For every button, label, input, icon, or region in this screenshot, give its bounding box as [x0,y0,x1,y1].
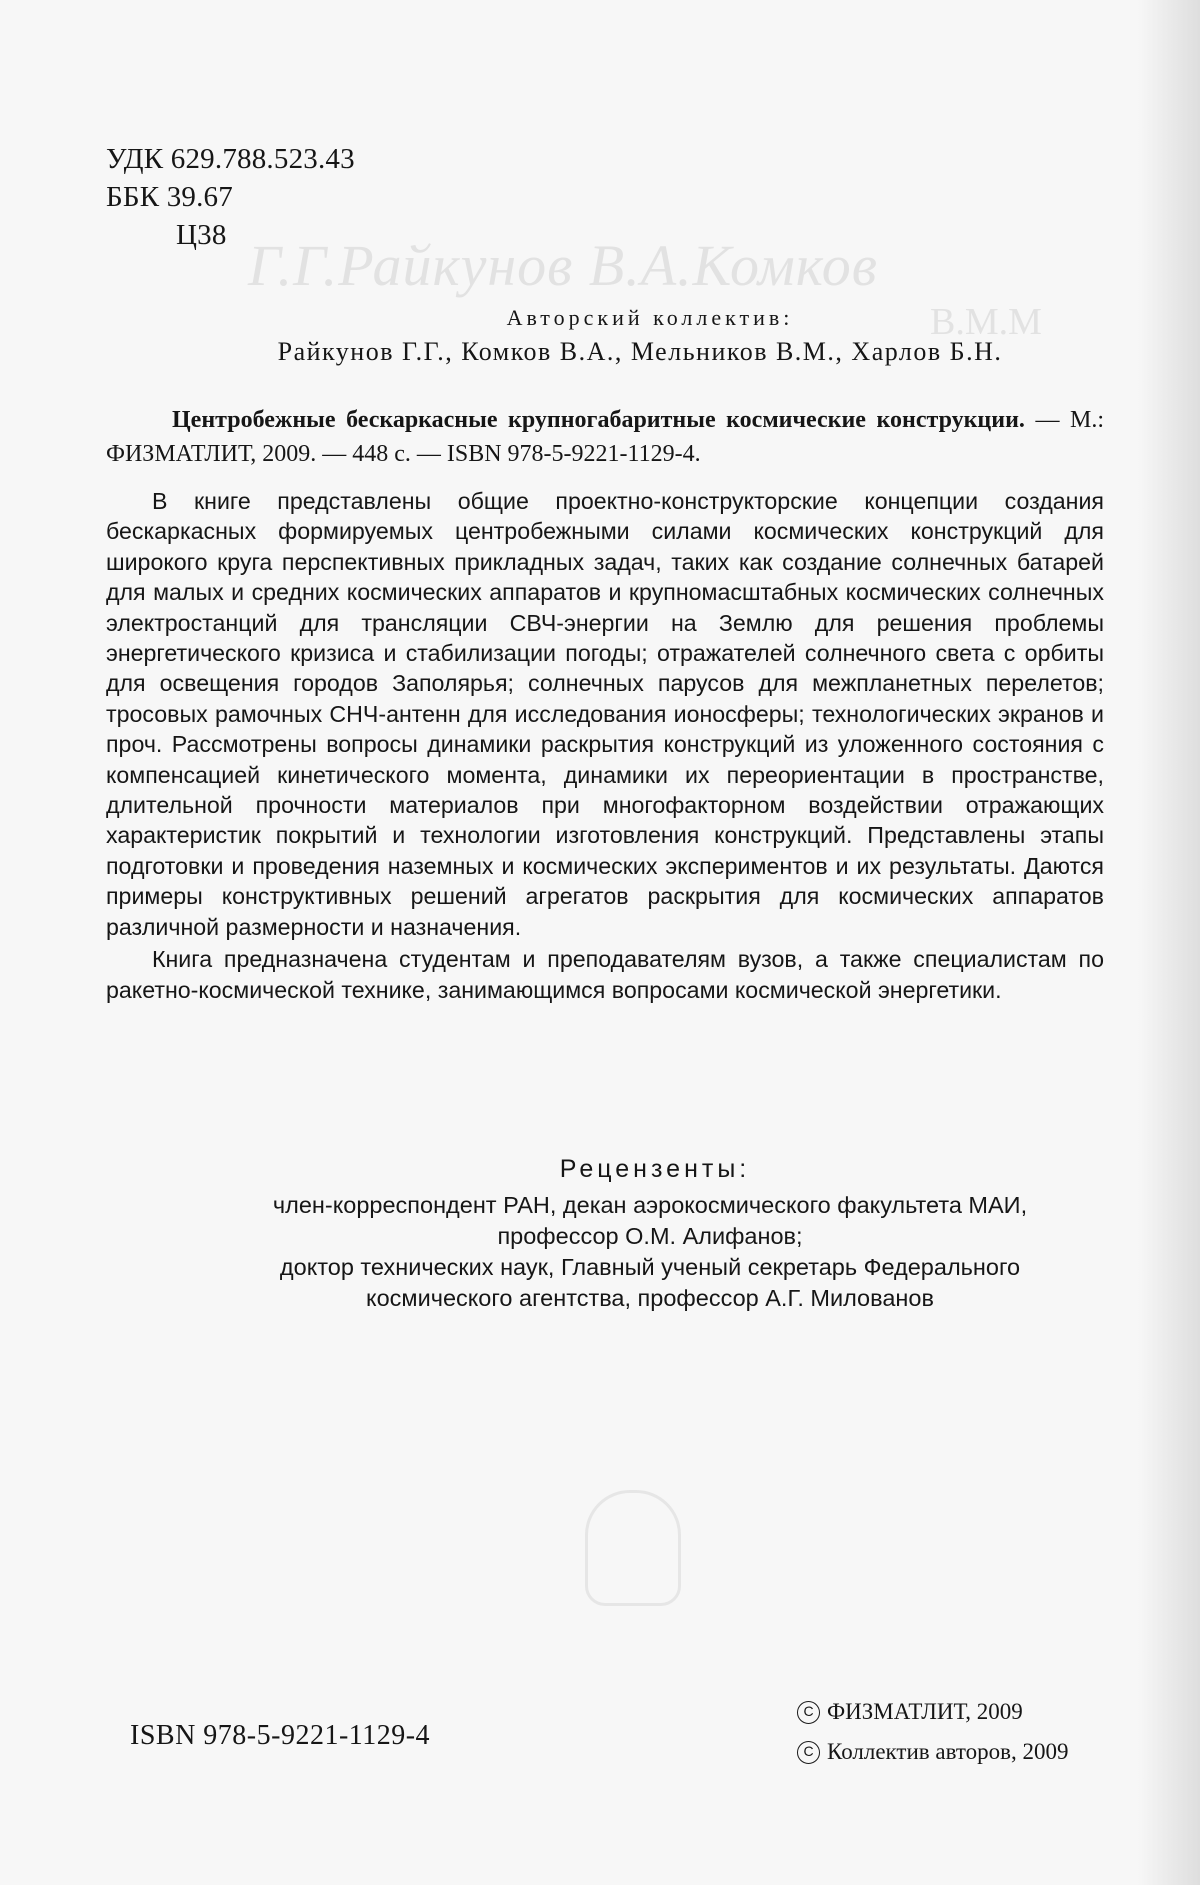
reviewer-line: член-корреспондент РАН, декан аэрокосмического факультета МАИ, [272,1192,1028,1218]
copyright-authors-line [797,1732,1069,1772]
isbn: ISBN 978-5-9221-1129-4 [130,1720,431,1751]
author-mark: Ц38 [176,219,227,251]
bleed-through-stamp [585,1490,681,1606]
reviewers-list [0,1190,1200,1314]
abstract-paragraph-2: Книга предназначена студентам и преподавателям вузов, а также специалистам по ракетно-космической технике, занимающимся вопросами космической энергетики. [106,946,1104,1003]
bleed-through-text: Г.Г.Райкунов В.А.Комков [248,233,878,298]
bleed-through-stamp-text [548,1625,718,1653]
udk-code: УДК 629.788.523.43 [106,143,355,175]
copyright-icon: C [797,1701,820,1724]
reviewer-line: профессор О.М. Алифанов; [497,1223,803,1249]
bbk-code: ББК 39.67 [106,181,233,213]
classification-codes [106,140,355,254]
page-edge-shadow [1138,0,1200,1885]
copyright-publisher-line [797,1692,1069,1732]
copyright-authors: Коллектив авторов, 2009 [827,1739,1069,1764]
copyright-icon: C [797,1741,820,1764]
book-imprint: — М.: ФИЗМАТЛИТ, 2009. — 448 с. — ISBN 978-5-9221-1129-4. [106,407,1105,467]
abstract [106,486,1104,1005]
copyright-publisher: ФИЗМАТЛИТ, 2009 [827,1699,1023,1724]
reviewer-line: космического агентства, профессор А.Г. Милованов [366,1285,934,1311]
book-title: Центробежные бескаркасные крупногабаритные космические конструкции. [172,407,1025,433]
bleed-through-text: В.М.М [930,301,1042,343]
bibliographic-entry [106,403,1104,471]
copyright-block [797,1692,1069,1772]
abstract-paragraph-1: В книге представлены общие проектно-конструкторские концепции создания бескаркасных формируемых центробежными силами космических конструкций для широкого круга перспективных прикладных задач, таких как создание солнечных батарей для малых и средних космических аппаратов и крупномасштабных космических солнечных электростанций для трансляции СВЧ-энергии на Землю для решения проблемы энергетического кризиса и стабилизации погоды; отражателей солнечного света с орбиты для освещения городов Заполярья; солнечных парусов для межпланетных перелетов; тросовых рамочных СНЧ-антенн для исследования ионосферы; технологических экранов и проч. Рассмотрены вопросы динамики раскрытия конструкций из уложенного состояния с компенсацией кинетического момента, динамики их переориентации в пространстве, длительной прочности материалов при многофакторном воздействии отражающих характеристик покрытий и технологии изготовления конструкций. Представлены этапы подготовки и проведения наземных и космических экспериментов и их результаты. Даются примеры конструктивных решений агрегатов раскрытия для космических аппаратов различной размерности и назначения. [106,488,1104,940]
authors-list: Райкунов Г.Г., Комков В.А., Мельников В.М., Харлов Б.Н. [277,337,1003,366]
author-collective-label: Авторский коллектив: [506,305,794,330]
reviewer-line: доктор технических наук, Главный ученый секретарь Федерального [279,1254,1021,1280]
reviewers-label: Рецензенты: [559,1155,751,1183]
